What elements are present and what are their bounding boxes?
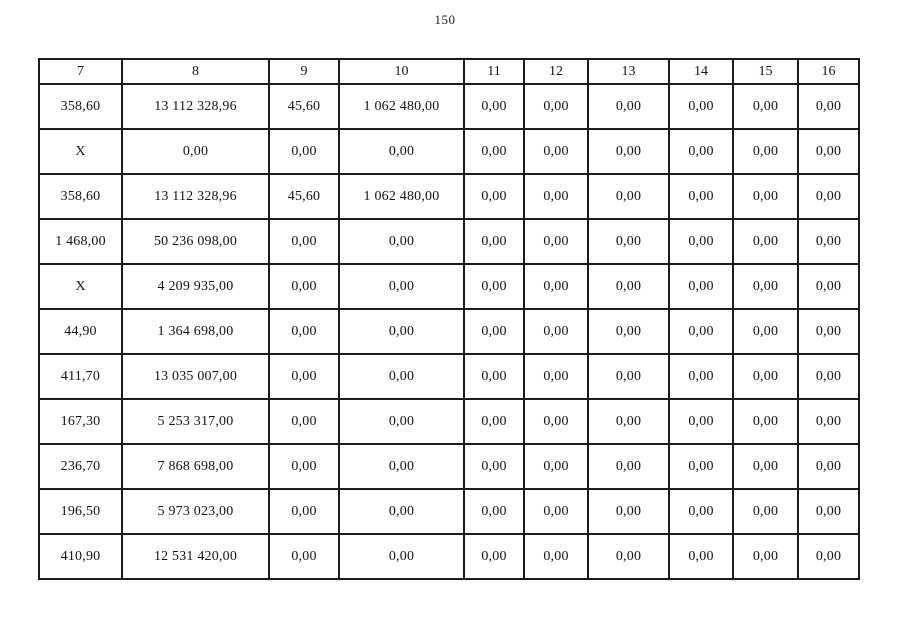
- table-cell: 0,00: [669, 219, 733, 264]
- table-cell: 0,00: [733, 354, 798, 399]
- table-cell: 1 468,00: [39, 219, 122, 264]
- table-cell: 0,00: [669, 129, 733, 174]
- table-cell: 196,50: [39, 489, 122, 534]
- table-cell: 45,60: [269, 84, 339, 129]
- table-row: [39, 489, 859, 534]
- table-header-cell: 15: [733, 59, 798, 84]
- table-cell: 13 112 328,96: [122, 84, 269, 129]
- table-cell: 0,00: [588, 444, 669, 489]
- table-cell: 1 062 480,00: [339, 84, 464, 129]
- table-cell: 0,00: [588, 534, 669, 579]
- table-cell: 0,00: [269, 489, 339, 534]
- table-cell: 0,00: [524, 219, 588, 264]
- table-cell: 0,00: [339, 264, 464, 309]
- table-cell: 0,00: [798, 219, 859, 264]
- table-body: [39, 84, 859, 579]
- table-cell: 0,00: [464, 174, 524, 219]
- table-row: [39, 84, 859, 129]
- table-cell: 0,00: [524, 489, 588, 534]
- table-cell: 0,00: [733, 219, 798, 264]
- table-cell: 0,00: [524, 354, 588, 399]
- table-cell: 0,00: [669, 489, 733, 534]
- table-cell: 0,00: [339, 309, 464, 354]
- table-cell: 13 112 328,96: [122, 174, 269, 219]
- table-cell: 0,00: [733, 444, 798, 489]
- table-cell: 45,60: [269, 174, 339, 219]
- table-header-cell: 12: [524, 59, 588, 84]
- table-cell: 410,90: [39, 534, 122, 579]
- table-header-cell: 9: [269, 59, 339, 84]
- table-cell: 0,00: [464, 354, 524, 399]
- table-cell: 5 973 023,00: [122, 489, 269, 534]
- table-cell: 0,00: [588, 489, 669, 534]
- table-cell: 0,00: [588, 309, 669, 354]
- table-cell: 0,00: [464, 309, 524, 354]
- table-cell: 44,90: [39, 309, 122, 354]
- table-cell: 0,00: [339, 354, 464, 399]
- table-row: [39, 174, 859, 219]
- table-cell: 0,00: [588, 399, 669, 444]
- table-cell: 0,00: [464, 444, 524, 489]
- table-header-cell: 7: [39, 59, 122, 84]
- table-cell: 411,70: [39, 354, 122, 399]
- table-cell: 0,00: [524, 129, 588, 174]
- table-cell: 0,00: [733, 534, 798, 579]
- table-cell: 0,00: [669, 399, 733, 444]
- table-cell: 0,00: [269, 399, 339, 444]
- table-cell: 0,00: [339, 444, 464, 489]
- table-row: [39, 219, 859, 264]
- table-cell: 0,00: [339, 399, 464, 444]
- table-cell: 0,00: [798, 309, 859, 354]
- table-cell: 0,00: [524, 399, 588, 444]
- table-cell: 0,00: [588, 219, 669, 264]
- table-header-cell: 8: [122, 59, 269, 84]
- table-cell: 0,00: [798, 129, 859, 174]
- table-cell: 0,00: [269, 534, 339, 579]
- table-cell: 0,00: [464, 264, 524, 309]
- table-cell: 0,00: [524, 534, 588, 579]
- table-cell: 0,00: [588, 174, 669, 219]
- table-cell: 0,00: [798, 174, 859, 219]
- table-cell: 0,00: [269, 264, 339, 309]
- table-cell: 0,00: [122, 129, 269, 174]
- table-cell: 7 868 698,00: [122, 444, 269, 489]
- table-row: [39, 129, 859, 174]
- table-row: [39, 399, 859, 444]
- data-table: [38, 58, 860, 580]
- table-cell: 0,00: [669, 84, 733, 129]
- table-row: [39, 444, 859, 489]
- table-cell: 0,00: [669, 444, 733, 489]
- table-row: [39, 264, 859, 309]
- table-header-cell: 14: [669, 59, 733, 84]
- table-header-cell: 11: [464, 59, 524, 84]
- table-cell: 0,00: [669, 354, 733, 399]
- table-cell: 0,00: [464, 84, 524, 129]
- table-cell: 0,00: [733, 264, 798, 309]
- table-cell: 1 364 698,00: [122, 309, 269, 354]
- table-cell: 5 253 317,00: [122, 399, 269, 444]
- table-cell: 0,00: [588, 264, 669, 309]
- table-cell: 0,00: [464, 129, 524, 174]
- table-cell: 167,30: [39, 399, 122, 444]
- table-cell: 0,00: [524, 84, 588, 129]
- table-cell: 13 035 007,00: [122, 354, 269, 399]
- table-cell: 0,00: [588, 354, 669, 399]
- table-cell: 0,00: [798, 534, 859, 579]
- table-cell: 0,00: [588, 129, 669, 174]
- table-header-cell: 16: [798, 59, 859, 84]
- table-header-cell: 13: [588, 59, 669, 84]
- table-cell: 0,00: [798, 354, 859, 399]
- table-cell: 0,00: [524, 309, 588, 354]
- table-cell: 0,00: [733, 309, 798, 354]
- table-cell: 50 236 098,00: [122, 219, 269, 264]
- table-cell: 0,00: [464, 534, 524, 579]
- table-cell: 0,00: [269, 354, 339, 399]
- table-cell: 0,00: [588, 84, 669, 129]
- table-cell: 0,00: [464, 489, 524, 534]
- page-number: 150: [434, 12, 456, 27]
- table-row: [39, 354, 859, 399]
- table-cell: 0,00: [669, 309, 733, 354]
- table-cell: 0,00: [733, 399, 798, 444]
- table-cell: 0,00: [733, 174, 798, 219]
- table-cell: 0,00: [339, 534, 464, 579]
- table-cell: 0,00: [798, 444, 859, 489]
- table-row: [39, 309, 859, 354]
- table-cell: 0,00: [798, 399, 859, 444]
- table-cell: 0,00: [524, 444, 588, 489]
- table-cell: 0,00: [669, 174, 733, 219]
- table-cell: 0,00: [524, 174, 588, 219]
- table-cell: 0,00: [339, 129, 464, 174]
- table-cell: 0,00: [269, 444, 339, 489]
- table-cell: 0,00: [798, 489, 859, 534]
- table-cell: 0,00: [269, 219, 339, 264]
- table-cell: 358,60: [39, 174, 122, 219]
- table-cell: 0,00: [798, 264, 859, 309]
- table-cell: 0,00: [339, 489, 464, 534]
- table-cell: 12 531 420,00: [122, 534, 269, 579]
- table-cell: 358,60: [39, 84, 122, 129]
- table-cell: 0,00: [339, 219, 464, 264]
- table-cell: 0,00: [733, 489, 798, 534]
- table-cell: 1 062 480,00: [339, 174, 464, 219]
- table-cell: X: [39, 129, 122, 174]
- table-cell: 0,00: [464, 219, 524, 264]
- table-cell: 0,00: [524, 264, 588, 309]
- table-cell: 4 209 935,00: [122, 264, 269, 309]
- table-header-cell: 10: [339, 59, 464, 84]
- table-cell: 0,00: [464, 399, 524, 444]
- table-cell: 0,00: [669, 534, 733, 579]
- table-cell: 0,00: [733, 84, 798, 129]
- table-cell: 0,00: [798, 84, 859, 129]
- table-row: [39, 534, 859, 579]
- table-cell: X: [39, 264, 122, 309]
- table-cell: 0,00: [269, 129, 339, 174]
- table-header-row: [39, 59, 859, 84]
- table-cell: 0,00: [733, 129, 798, 174]
- table-cell: 236,70: [39, 444, 122, 489]
- table-cell: 0,00: [269, 309, 339, 354]
- table-cell: 0,00: [669, 264, 733, 309]
